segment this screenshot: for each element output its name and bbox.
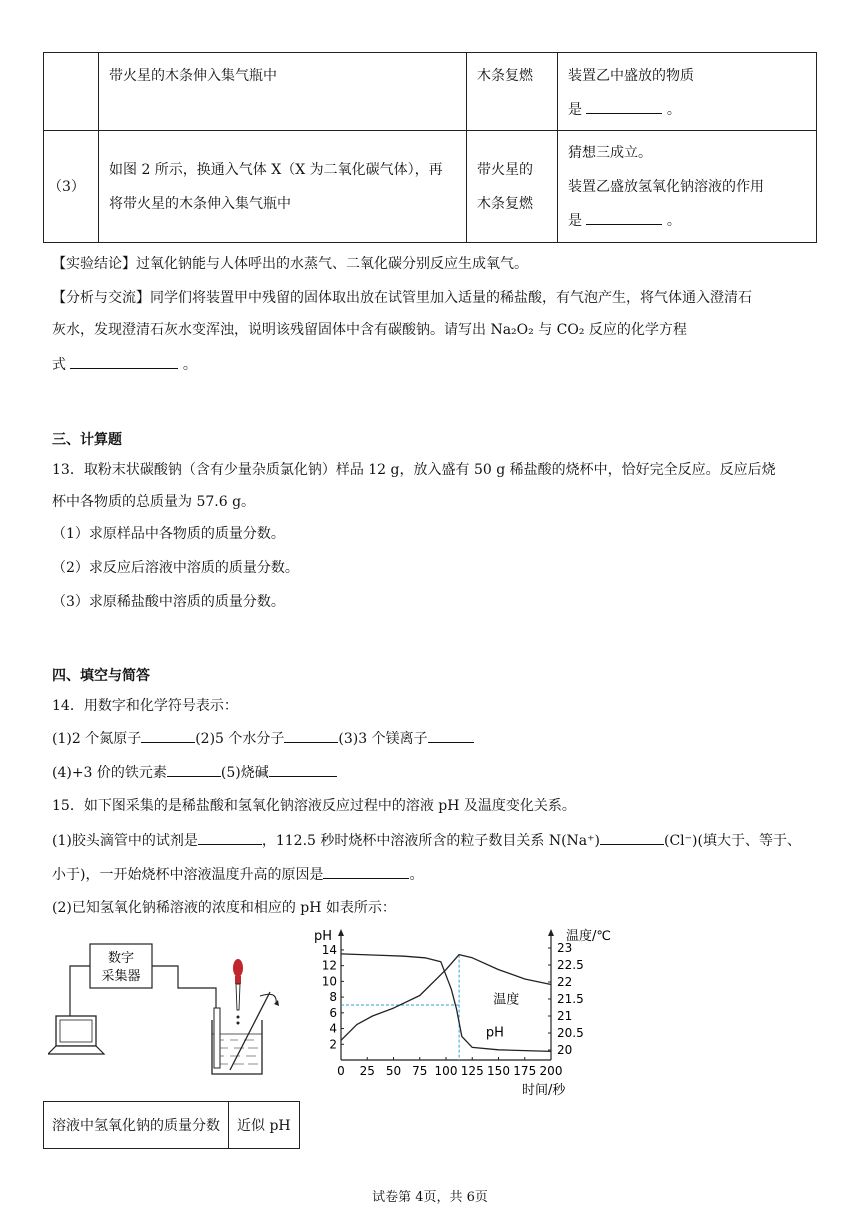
y-left-tick-label: 10 [321, 974, 337, 989]
y-right-tick-label: 23 [557, 941, 573, 955]
conclusion-text: 是 [568, 102, 582, 118]
apparatus-diagram [48, 930, 288, 1080]
operation-cell [99, 131, 467, 243]
ph-temperature-chart [300, 920, 630, 1098]
phenomenon-cell [467, 131, 558, 243]
section-title: 四、填空与简答 [52, 668, 150, 684]
question-text: (4)+3 价的铁元素 [52, 765, 167, 781]
series-line-temperature [341, 955, 551, 1041]
y-left-tick-label: 4 [329, 1021, 337, 1036]
answer-blank[interactable] [70, 354, 178, 369]
series-line-ph [341, 954, 551, 1052]
conclusion-text: 装置乙盛放氢氧化钠溶液的作用 [568, 178, 764, 195]
x-tick-label: 50 [385, 1064, 402, 1078]
y-axis-right-arrow [548, 929, 554, 936]
question-text: 13．取粉末状碳酸钠（含有少量杂质氯化钠）样品 12 g，放入盛有 50 g 稀盐酸的烧杯中，恰好完全反应。反应后烧 [52, 462, 776, 478]
conclusion-cell [558, 53, 817, 131]
question-text: 杯中各物质的总质量为 57.6 g。 [52, 494, 256, 510]
page-footer: 试卷第 4页，共 6页 [372, 1190, 488, 1205]
sub-question: （3）求原稀盐酸中溶质的质量分数。 [52, 594, 285, 610]
sub-question: （1）求原样品中各物质的质量分数。 [52, 526, 285, 542]
answer-blank[interactable] [269, 762, 337, 777]
analysis-text: 灰水，发现澄清石灰水变浑浊，说明该残留固体中含有碳酸钠。请写出 Na₂O₂ 与 CO₂ 反应的化学方程 [52, 322, 687, 338]
answer-blank[interactable] [284, 728, 338, 743]
sub-question: （2）求反应后溶液中溶质的质量分数。 [52, 560, 299, 576]
punct: 。 [409, 867, 424, 883]
operation-text: 将带火星的木条伸入集气瓶中 [109, 195, 291, 212]
answer-blank[interactable] [600, 830, 664, 845]
y-left-tick-label: 12 [321, 958, 337, 973]
dropper-icon [233, 959, 243, 1025]
step-cell: （3） [44, 131, 99, 243]
beaker-icon [212, 992, 279, 1074]
series-label-temperature: 温度 [493, 992, 520, 1008]
operation-cell: 带火星的木条伸入集气瓶中 [99, 53, 467, 131]
phenomenon-cell: 木条复燃 [467, 53, 558, 131]
series-label-ph: pH [485, 1025, 504, 1041]
answer-blank[interactable] [141, 728, 195, 743]
laptop-icon [48, 1016, 104, 1054]
y-axis-right-label: 温度/℃ [566, 929, 611, 944]
step-cell [44, 53, 99, 131]
question-text: (5)烧碱 [220, 765, 269, 781]
question-text: (2)5 个水分子 [195, 731, 285, 747]
x-tick-label: 200 [539, 1064, 563, 1078]
operation-text: 如图 2 所示，换通入气体 X（X 为二氧化碳气体），再 [109, 161, 443, 178]
punct: 。 [182, 357, 197, 373]
x-tick-label: 0 [337, 1064, 345, 1078]
x-tick-label: 125 [460, 1064, 484, 1078]
y-axis-left-arrow [338, 929, 344, 936]
y-left-tick-label: 6 [329, 1005, 337, 1020]
table-header-cell: 溶液中氢氧化钠的质量分数 [44, 1102, 229, 1149]
question-text: 14．用数字和化学符号表示： [52, 698, 238, 714]
punct: 。 [666, 102, 681, 118]
answer-blank[interactable] [428, 728, 474, 743]
table-row [44, 131, 817, 243]
answer-blank[interactable] [586, 99, 662, 114]
y-right-tick-label: 22.5 [557, 958, 584, 972]
y-left-tick-label: 8 [329, 990, 337, 1005]
analysis-text: 式 [52, 357, 66, 373]
y-axis-left-label: pH [314, 929, 333, 944]
punct: 。 [666, 212, 681, 229]
x-tick-label: 25 [359, 1064, 375, 1078]
conclusion-text: 猜想三成立。 [568, 144, 652, 161]
answer-blank[interactable] [167, 762, 221, 777]
x-tick-label: 175 [513, 1064, 537, 1078]
conclusion-text: 是 [568, 212, 582, 229]
x-tick-label: 100 [434, 1064, 458, 1078]
device-label: 采集器 [101, 969, 141, 984]
y-left-tick-label: 2 [329, 1037, 337, 1052]
phenomenon-text: 木条复燃 [477, 195, 533, 212]
answer-blank[interactable] [198, 830, 262, 845]
question-text: ，112.5 秒时烧杯中溶液所含的粒子数目关系 N(Na⁺) [261, 833, 600, 849]
y-right-tick-label: 21.5 [557, 992, 584, 1006]
question-text: (1)2 个氮原子 [52, 731, 142, 747]
naoh-ph-table [43, 1101, 300, 1149]
x-tick-label: 75 [412, 1064, 428, 1078]
question-text: (2)已知氢氧化钠稀溶液的浓度和相应的 pH 如表所示： [52, 900, 396, 916]
y-right-tick-label: 20.5 [557, 1026, 584, 1040]
analysis-text: 【分析与交流】同学们将装置甲中残留的固体取出放在试管里加入适量的稀盐酸，有气泡产生，将气体通入澄清石 [52, 290, 752, 306]
phenomenon-text: 带火星的 [477, 161, 533, 178]
device-label: 数字 [107, 951, 135, 966]
question-text: (1)胶头滴管中的试剂是 [52, 833, 198, 849]
question-text: 15．如下图采集的是稀盐酸和氢氧化钠溶液反应过程中的溶液 pH 及温度变化关系。 [52, 798, 576, 814]
conclusion-cell [558, 131, 817, 243]
table-header-cell: 近似 pH [229, 1102, 300, 1149]
question-text: 小于)，一开始烧杯中溶液温度升高的原因是 [52, 867, 324, 883]
y-right-tick-label: 22 [557, 975, 573, 989]
y-left-tick-label: 14 [321, 942, 337, 957]
experiment-conclusion: 【实验结论】过氧化钠能与人体呼出的水蒸气、二氧化碳分别反应生成氧气。 [52, 256, 528, 272]
table-row [44, 1102, 300, 1149]
answer-blank[interactable] [323, 864, 409, 879]
conclusion-text: 装置乙中盛放的物质 [568, 68, 694, 84]
x-axis-label: 时间/秒 [522, 1083, 566, 1098]
section-title: 三、计算题 [52, 432, 122, 448]
question-text: (Cl⁻)(填大于、等于、 [663, 833, 801, 849]
y-right-tick-label: 21 [557, 1009, 573, 1023]
question-text: (3)3 个镁离子 [338, 731, 428, 747]
experiment-table [43, 52, 817, 243]
x-tick-label: 150 [487, 1064, 510, 1078]
y-right-tick-label: 20 [557, 1043, 573, 1057]
table-row [44, 53, 817, 131]
answer-blank[interactable] [586, 210, 662, 225]
